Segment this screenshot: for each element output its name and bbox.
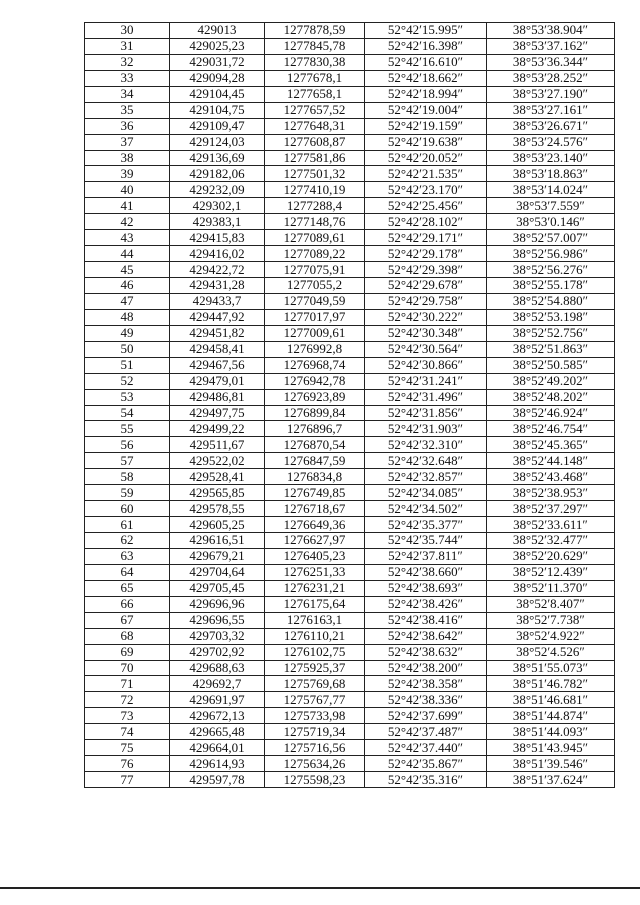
y-coordinate-cell: 1277089,22	[265, 246, 365, 262]
longitude-cell: 38°51′46.681″	[487, 692, 615, 708]
table-row	[85, 198, 615, 214]
y-coordinate-cell: 1277148,76	[265, 214, 365, 230]
point-number-cell: 53	[85, 389, 170, 405]
table-row	[85, 692, 615, 708]
x-coordinate-cell: 429031,72	[170, 54, 265, 70]
point-number-cell: 77	[85, 772, 170, 788]
table-row	[85, 517, 615, 533]
table-row	[85, 708, 615, 724]
point-number-cell: 70	[85, 660, 170, 676]
x-coordinate-cell: 429302,1	[170, 198, 265, 214]
point-number-cell: 47	[85, 293, 170, 309]
x-coordinate-cell: 429486,81	[170, 389, 265, 405]
x-coordinate-cell: 429124,03	[170, 134, 265, 150]
longitude-cell: 38°52′46.754″	[487, 421, 615, 437]
latitude-cell: 52°42′30.348″	[365, 325, 487, 341]
x-coordinate-cell: 429416,02	[170, 246, 265, 262]
table-row	[85, 533, 615, 549]
longitude-cell: 38°52′56.986″	[487, 246, 615, 262]
latitude-cell: 52°42′19.004″	[365, 102, 487, 118]
x-coordinate-cell: 429013	[170, 23, 265, 39]
table-row	[85, 724, 615, 740]
x-coordinate-cell: 429664,01	[170, 740, 265, 756]
point-number-cell: 31	[85, 38, 170, 54]
latitude-cell: 52°42′28.102″	[365, 214, 487, 230]
y-coordinate-cell: 1276899,84	[265, 405, 365, 421]
y-coordinate-cell: 1277678,1	[265, 70, 365, 86]
longitude-cell: 38°53′23.140″	[487, 150, 615, 166]
latitude-cell: 52°42′35.867″	[365, 756, 487, 772]
latitude-cell: 52°42′38.426″	[365, 596, 487, 612]
latitude-cell: 52°42′38.642″	[365, 628, 487, 644]
y-coordinate-cell: 1275634,26	[265, 756, 365, 772]
point-number-cell: 52	[85, 373, 170, 389]
longitude-cell: 38°53′0.146″	[487, 214, 615, 230]
y-coordinate-cell: 1276110,21	[265, 628, 365, 644]
longitude-cell: 38°52′7.738″	[487, 612, 615, 628]
latitude-cell: 52°42′30.564″	[365, 341, 487, 357]
latitude-cell: 52°42′37.487″	[365, 724, 487, 740]
latitude-cell: 52°42′38.632″	[365, 644, 487, 660]
y-coordinate-cell: 1277055,2	[265, 278, 365, 294]
table-row	[85, 501, 615, 517]
x-coordinate-cell: 429431,28	[170, 278, 265, 294]
x-coordinate-cell: 429679,21	[170, 548, 265, 564]
point-number-cell: 48	[85, 309, 170, 325]
x-coordinate-cell: 429692,7	[170, 676, 265, 692]
longitude-cell: 38°51′46.782″	[487, 676, 615, 692]
point-number-cell: 39	[85, 166, 170, 182]
latitude-cell: 52°42′29.171″	[365, 230, 487, 246]
longitude-cell: 38°52′50.585″	[487, 357, 615, 373]
x-coordinate-cell: 429433,7	[170, 293, 265, 309]
point-number-cell: 74	[85, 724, 170, 740]
longitude-cell: 38°52′11.370″	[487, 580, 615, 596]
y-coordinate-cell: 1276718,67	[265, 501, 365, 517]
y-coordinate-cell: 1277049,59	[265, 293, 365, 309]
y-coordinate-cell: 1276992,8	[265, 341, 365, 357]
y-coordinate-cell: 1277501,32	[265, 166, 365, 182]
longitude-cell: 38°52′38.953″	[487, 485, 615, 501]
y-coordinate-cell: 1275767,77	[265, 692, 365, 708]
point-number-cell: 59	[85, 485, 170, 501]
longitude-cell: 38°53′37.162″	[487, 38, 615, 54]
y-coordinate-cell: 1276923,89	[265, 389, 365, 405]
x-coordinate-cell: 429025,23	[170, 38, 265, 54]
longitude-cell: 38°52′4.526″	[487, 644, 615, 660]
table-row	[85, 102, 615, 118]
point-number-cell: 57	[85, 453, 170, 469]
x-coordinate-cell: 429104,75	[170, 102, 265, 118]
longitude-cell: 38°52′52.756″	[487, 325, 615, 341]
table-row	[85, 548, 615, 564]
latitude-cell: 52°42′37.811″	[365, 548, 487, 564]
latitude-cell: 52°42′16.398″	[365, 38, 487, 54]
x-coordinate-cell: 429705,45	[170, 580, 265, 596]
y-coordinate-cell: 1276649,36	[265, 517, 365, 533]
latitude-cell: 52°42′35.316″	[365, 772, 487, 788]
latitude-cell: 52°42′20.052″	[365, 150, 487, 166]
table-row	[85, 405, 615, 421]
latitude-cell: 52°42′37.440″	[365, 740, 487, 756]
point-number-cell: 75	[85, 740, 170, 756]
table-row	[85, 38, 615, 54]
latitude-cell: 52°42′32.310″	[365, 437, 487, 453]
longitude-cell: 38°51′44.874″	[487, 708, 615, 724]
longitude-cell: 38°52′46.924″	[487, 405, 615, 421]
point-number-cell: 65	[85, 580, 170, 596]
x-coordinate-cell: 429497,75	[170, 405, 265, 421]
y-coordinate-cell: 1277830,38	[265, 54, 365, 70]
table-row	[85, 756, 615, 772]
y-coordinate-cell: 1277009,61	[265, 325, 365, 341]
x-coordinate-cell: 429447,92	[170, 309, 265, 325]
table-row	[85, 70, 615, 86]
longitude-cell: 38°51′37.624″	[487, 772, 615, 788]
table-row	[85, 54, 615, 70]
table-row	[85, 262, 615, 278]
point-number-cell: 68	[85, 628, 170, 644]
longitude-cell: 38°52′48.202″	[487, 389, 615, 405]
y-coordinate-cell: 1276102,75	[265, 644, 365, 660]
y-coordinate-cell: 1276847,59	[265, 453, 365, 469]
point-number-cell: 45	[85, 262, 170, 278]
y-coordinate-cell: 1276163,1	[265, 612, 365, 628]
point-number-cell: 42	[85, 214, 170, 230]
y-coordinate-cell: 1276405,23	[265, 548, 365, 564]
y-coordinate-cell: 1277878,59	[265, 23, 365, 39]
longitude-cell: 38°52′45.365″	[487, 437, 615, 453]
y-coordinate-cell: 1277657,52	[265, 102, 365, 118]
longitude-cell: 38°51′43.945″	[487, 740, 615, 756]
table-row	[85, 325, 615, 341]
latitude-cell: 52°42′38.416″	[365, 612, 487, 628]
x-coordinate-cell: 429597,78	[170, 772, 265, 788]
table-row	[85, 485, 615, 501]
x-coordinate-cell: 429182,06	[170, 166, 265, 182]
latitude-cell: 52°42′15.995″	[365, 23, 487, 39]
longitude-cell: 38°52′53.198″	[487, 309, 615, 325]
y-coordinate-cell: 1276175,64	[265, 596, 365, 612]
latitude-cell: 52°42′32.648″	[365, 453, 487, 469]
longitude-cell: 38°52′54.880″	[487, 293, 615, 309]
y-coordinate-cell: 1275598,23	[265, 772, 365, 788]
table-row	[85, 421, 615, 437]
x-coordinate-cell: 429704,64	[170, 564, 265, 580]
point-number-cell: 41	[85, 198, 170, 214]
x-coordinate-cell: 429703,32	[170, 628, 265, 644]
x-coordinate-cell: 429094,28	[170, 70, 265, 86]
y-coordinate-cell: 1276968,74	[265, 357, 365, 373]
x-coordinate-cell: 429614,93	[170, 756, 265, 772]
table-row	[85, 293, 615, 309]
table-row	[85, 118, 615, 134]
x-coordinate-cell: 429665,48	[170, 724, 265, 740]
point-number-cell: 66	[85, 596, 170, 612]
y-coordinate-cell: 1276896,7	[265, 421, 365, 437]
point-number-cell: 44	[85, 246, 170, 262]
point-number-cell: 36	[85, 118, 170, 134]
longitude-cell: 38°53′14.024″	[487, 182, 615, 198]
y-coordinate-cell: 1277658,1	[265, 86, 365, 102]
y-coordinate-cell: 1277608,87	[265, 134, 365, 150]
longitude-cell: 38°51′39.546″	[487, 756, 615, 772]
latitude-cell: 52°42′25.456″	[365, 198, 487, 214]
point-number-cell: 63	[85, 548, 170, 564]
y-coordinate-cell: 1277648,31	[265, 118, 365, 134]
latitude-cell: 52°42′34.085″	[365, 485, 487, 501]
longitude-cell: 38°52′43.468″	[487, 469, 615, 485]
longitude-cell: 38°52′49.202″	[487, 373, 615, 389]
table-row	[85, 373, 615, 389]
longitude-cell: 38°53′27.190″	[487, 86, 615, 102]
longitude-cell: 38°53′24.576″	[487, 134, 615, 150]
latitude-cell: 52°42′35.377″	[365, 517, 487, 533]
latitude-cell: 52°42′23.170″	[365, 182, 487, 198]
point-number-cell: 56	[85, 437, 170, 453]
x-coordinate-cell: 429232,09	[170, 182, 265, 198]
longitude-cell: 38°52′37.297″	[487, 501, 615, 517]
x-coordinate-cell: 429511,67	[170, 437, 265, 453]
point-number-cell: 50	[85, 341, 170, 357]
latitude-cell: 52°42′38.358″	[365, 676, 487, 692]
point-number-cell: 69	[85, 644, 170, 660]
point-number-cell: 61	[85, 517, 170, 533]
x-coordinate-cell: 429578,55	[170, 501, 265, 517]
point-number-cell: 38	[85, 150, 170, 166]
latitude-cell: 52°42′31.903″	[365, 421, 487, 437]
table-row	[85, 246, 615, 262]
longitude-cell: 38°52′51.863″	[487, 341, 615, 357]
latitude-cell: 52°42′18.994″	[365, 86, 487, 102]
point-number-cell: 51	[85, 357, 170, 373]
point-number-cell: 60	[85, 501, 170, 517]
y-coordinate-cell: 1277017,97	[265, 309, 365, 325]
point-number-cell: 62	[85, 533, 170, 549]
longitude-cell: 38°53′27.161″	[487, 102, 615, 118]
y-coordinate-cell: 1277288,4	[265, 198, 365, 214]
table-row	[85, 612, 615, 628]
x-coordinate-cell: 429499,22	[170, 421, 265, 437]
page-bottom-rule	[0, 887, 640, 889]
y-coordinate-cell: 1277410,19	[265, 182, 365, 198]
longitude-cell: 38°53′36.344″	[487, 54, 615, 70]
longitude-cell: 38°52′56.276″	[487, 262, 615, 278]
y-coordinate-cell: 1276251,33	[265, 564, 365, 580]
table-row	[85, 23, 615, 39]
point-number-cell: 46	[85, 278, 170, 294]
table-row	[85, 469, 615, 485]
coordinates-table-body	[85, 23, 615, 788]
x-coordinate-cell: 429691,97	[170, 692, 265, 708]
x-coordinate-cell: 429458,41	[170, 341, 265, 357]
x-coordinate-cell: 429451,82	[170, 325, 265, 341]
table-row	[85, 580, 615, 596]
latitude-cell: 52°42′38.200″	[365, 660, 487, 676]
y-coordinate-cell: 1277075,91	[265, 262, 365, 278]
longitude-cell: 38°51′55.073″	[487, 660, 615, 676]
x-coordinate-cell: 429136,69	[170, 150, 265, 166]
longitude-cell: 38°52′12.439″	[487, 564, 615, 580]
longitude-cell: 38°53′38.904″	[487, 23, 615, 39]
y-coordinate-cell: 1275716,56	[265, 740, 365, 756]
x-coordinate-cell: 429672,13	[170, 708, 265, 724]
latitude-cell: 52°42′29.758″	[365, 293, 487, 309]
latitude-cell: 52°42′19.638″	[365, 134, 487, 150]
table-row	[85, 214, 615, 230]
latitude-cell: 52°42′18.662″	[365, 70, 487, 86]
x-coordinate-cell: 429528,41	[170, 469, 265, 485]
longitude-cell: 38°53′28.252″	[487, 70, 615, 86]
x-coordinate-cell: 429696,55	[170, 612, 265, 628]
longitude-cell: 38°53′7.559″	[487, 198, 615, 214]
table-row	[85, 644, 615, 660]
y-coordinate-cell: 1277089,61	[265, 230, 365, 246]
latitude-cell: 52°42′35.744″	[365, 533, 487, 549]
table-row	[85, 596, 615, 612]
table-row	[85, 86, 615, 102]
point-number-cell: 33	[85, 70, 170, 86]
latitude-cell: 52°42′31.241″	[365, 373, 487, 389]
y-coordinate-cell: 1276627,97	[265, 533, 365, 549]
point-number-cell: 58	[85, 469, 170, 485]
x-coordinate-cell: 429383,1	[170, 214, 265, 230]
table-row	[85, 772, 615, 788]
point-number-cell: 67	[85, 612, 170, 628]
latitude-cell: 52°42′38.693″	[365, 580, 487, 596]
point-number-cell: 64	[85, 564, 170, 580]
table-row	[85, 357, 615, 373]
table-row	[85, 453, 615, 469]
x-coordinate-cell: 429109,47	[170, 118, 265, 134]
y-coordinate-cell: 1276870,54	[265, 437, 365, 453]
x-coordinate-cell: 429702,92	[170, 644, 265, 660]
x-coordinate-cell: 429104,45	[170, 86, 265, 102]
longitude-cell: 38°53′18.863″	[487, 166, 615, 182]
longitude-cell: 38°52′44.148″	[487, 453, 615, 469]
latitude-cell: 52°42′16.610″	[365, 54, 487, 70]
point-number-cell: 40	[85, 182, 170, 198]
y-coordinate-cell: 1276942,78	[265, 373, 365, 389]
point-number-cell: 54	[85, 405, 170, 421]
table-row	[85, 740, 615, 756]
table-row	[85, 134, 615, 150]
x-coordinate-cell: 429522,02	[170, 453, 265, 469]
table-row	[85, 341, 615, 357]
longitude-cell: 38°52′4.922″	[487, 628, 615, 644]
x-coordinate-cell: 429688,63	[170, 660, 265, 676]
table-row	[85, 676, 615, 692]
latitude-cell: 52°42′29.678″	[365, 278, 487, 294]
longitude-cell: 38°52′32.477″	[487, 533, 615, 549]
coordinates-table	[84, 22, 615, 788]
table-row	[85, 278, 615, 294]
latitude-cell: 52°42′37.699″	[365, 708, 487, 724]
table-row	[85, 150, 615, 166]
table-row	[85, 437, 615, 453]
longitude-cell: 38°52′55.178″	[487, 278, 615, 294]
table-row	[85, 660, 615, 676]
table-row	[85, 182, 615, 198]
point-number-cell: 37	[85, 134, 170, 150]
latitude-cell: 52°42′38.336″	[365, 692, 487, 708]
table-row	[85, 230, 615, 246]
latitude-cell: 52°42′38.660″	[365, 564, 487, 580]
longitude-cell: 38°52′20.629″	[487, 548, 615, 564]
latitude-cell: 52°42′30.222″	[365, 309, 487, 325]
y-coordinate-cell: 1276231,21	[265, 580, 365, 596]
y-coordinate-cell: 1277581,86	[265, 150, 365, 166]
latitude-cell: 52°42′29.178″	[365, 246, 487, 262]
longitude-cell: 38°52′57.007″	[487, 230, 615, 246]
point-number-cell: 49	[85, 325, 170, 341]
y-coordinate-cell: 1275925,37	[265, 660, 365, 676]
table-row	[85, 309, 615, 325]
table-row	[85, 564, 615, 580]
latitude-cell: 52°42′29.398″	[365, 262, 487, 278]
x-coordinate-cell: 429479,01	[170, 373, 265, 389]
point-number-cell: 72	[85, 692, 170, 708]
y-coordinate-cell: 1276834,8	[265, 469, 365, 485]
point-number-cell: 34	[85, 86, 170, 102]
table-row	[85, 389, 615, 405]
latitude-cell: 52°42′19.159″	[365, 118, 487, 134]
point-number-cell: 71	[85, 676, 170, 692]
longitude-cell: 38°52′8.407″	[487, 596, 615, 612]
x-coordinate-cell: 429605,25	[170, 517, 265, 533]
y-coordinate-cell: 1277845,78	[265, 38, 365, 54]
point-number-cell: 73	[85, 708, 170, 724]
point-number-cell: 35	[85, 102, 170, 118]
longitude-cell: 38°53′26.671″	[487, 118, 615, 134]
x-coordinate-cell: 429565,85	[170, 485, 265, 501]
x-coordinate-cell: 429415,83	[170, 230, 265, 246]
x-coordinate-cell: 429422,72	[170, 262, 265, 278]
table-row	[85, 166, 615, 182]
longitude-cell: 38°51′44.093″	[487, 724, 615, 740]
point-number-cell: 32	[85, 54, 170, 70]
latitude-cell: 52°42′34.502″	[365, 501, 487, 517]
x-coordinate-cell: 429696,96	[170, 596, 265, 612]
latitude-cell: 52°42′32.857″	[365, 469, 487, 485]
latitude-cell: 52°42′31.496″	[365, 389, 487, 405]
longitude-cell: 38°52′33.611″	[487, 517, 615, 533]
point-number-cell: 43	[85, 230, 170, 246]
y-coordinate-cell: 1276749,85	[265, 485, 365, 501]
y-coordinate-cell: 1275719,34	[265, 724, 365, 740]
table-row	[85, 628, 615, 644]
point-number-cell: 55	[85, 421, 170, 437]
latitude-cell: 52°42′30.866″	[365, 357, 487, 373]
y-coordinate-cell: 1275733,98	[265, 708, 365, 724]
point-number-cell: 76	[85, 756, 170, 772]
latitude-cell: 52°42′31.856″	[365, 405, 487, 421]
x-coordinate-cell: 429616,51	[170, 533, 265, 549]
x-coordinate-cell: 429467,56	[170, 357, 265, 373]
point-number-cell: 30	[85, 23, 170, 39]
y-coordinate-cell: 1275769,68	[265, 676, 365, 692]
latitude-cell: 52°42′21.535″	[365, 166, 487, 182]
